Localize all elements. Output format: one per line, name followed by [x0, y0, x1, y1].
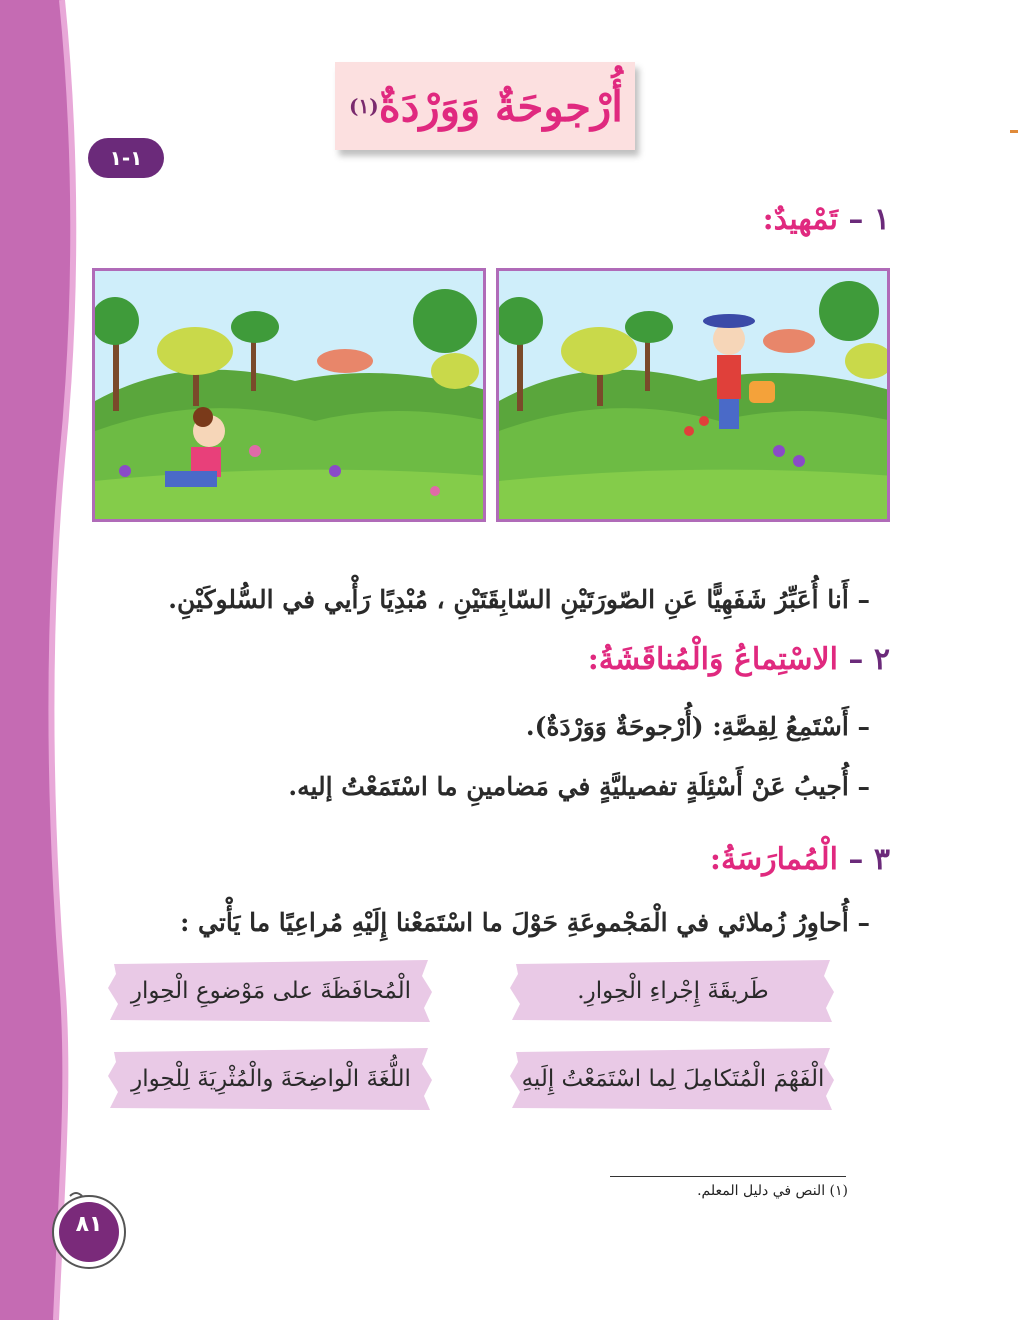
intro-instruction: – أَنا أُعَبِّرُ شَفَهِيًّا عَنِ الصّورَتَيْنِ السّابِقَتَيْنِ ، مُبْدِيًا رَأْيي في السُّلوكَيْنِ.	[168, 585, 870, 614]
practice-instruction: – أُحاوِرُ زُملائي في الْمَجْموعَةِ حَوْلَ ما اسْتَمَعْنا إِلَيْهِ مُراعِيًا ما يَأْتي :	[180, 908, 870, 937]
practice-card	[508, 958, 838, 1024]
practice-card	[508, 1046, 838, 1112]
page-number: ٨١	[75, 1212, 103, 1237]
lesson-code: ١-١	[109, 146, 143, 170]
practice-card-text: اللُّغَةَ الْواضِحَةَ والْمُثْرِيَةَ لِلْحِوارِ	[131, 1066, 411, 1092]
title-footnote-marker: (١)	[349, 94, 379, 118]
footnote: (١) النص في دليل المعلم.	[697, 1183, 848, 1199]
edge-mark	[1010, 130, 1018, 133]
listening-line-1: – أَسْتَمِعُ لِقِصَّةِ: (أُرْجوحَةٌ وَوَرْدَةٌ).	[525, 712, 870, 741]
section-title: تَمْهيدٌ:	[762, 202, 838, 237]
lesson-title: أُرْجوحَةٌ وَوَرْدَةٌ	[378, 81, 623, 131]
section-number: ٢ –	[848, 642, 890, 677]
side-band	[0, 0, 90, 1320]
practice-card-text: الْفَهْمَ الْمُتَكامِلَ لِما اسْتَمَعْتُ إِلَيهِ	[521, 1066, 825, 1092]
section-heading-intro	[763, 202, 890, 237]
section-heading-practice	[710, 842, 890, 877]
section-heading-listening	[588, 642, 890, 677]
lesson-title-box	[335, 62, 635, 150]
section-title: الْمُمارَسَةُ:	[709, 842, 838, 877]
lesson-code-badge	[88, 138, 164, 178]
illustration-girl-picking-flower	[92, 268, 486, 522]
section-number: ١ –	[848, 202, 890, 237]
section-title: الاسْتِماعُ وَالْمُناقَشَةُ:	[587, 642, 838, 677]
illustration-girl-watering	[496, 268, 890, 522]
practice-card	[106, 1046, 436, 1112]
practice-card	[106, 958, 436, 1024]
section-number: ٣ –	[848, 842, 890, 877]
practice-card-text: طَريقَةَ إِجْراءِ الْحِوارِ.	[577, 978, 769, 1004]
practice-card-text: الْمُحافَظَةَ على مَوْضوعِ الْحِوارِ	[130, 978, 412, 1004]
listening-line-2: – أُجيبُ عَنْ أَسْئِلَةٍ تفصيليَّةٍ في مَضامينِ ما اسْتَمَعْتُ إليه.	[288, 772, 870, 801]
footnote-rule	[610, 1176, 846, 1177]
